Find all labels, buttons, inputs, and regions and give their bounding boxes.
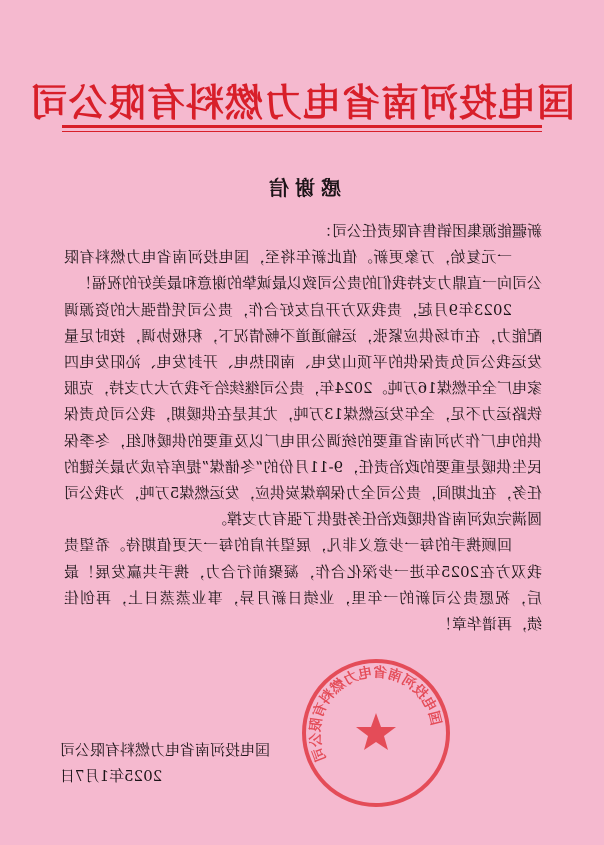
letterhead-title: 国电投河南省电力燃料有限公司: [29, 81, 576, 125]
signature-block: [60, 737, 270, 789]
paragraph-closing: 回顾携手的每一步意义非凡，展望并肩的每一天更值期待。希望贵我双方在2025年进一步深化合作，凝聚前行合力，携手共赢发展！最后，祝愿贵公司新的一年里，业绩日新月异，事业蒸蒸日上，再创佳绩，再谱华章！: [64, 536, 542, 634]
letterhead-rule-thin: [62, 131, 542, 132]
letter-body: [64, 218, 542, 637]
salutation: 新疆能源集团销售有限责任公司：: [316, 222, 542, 240]
paragraph-cooperation: 2023年9月起，贵我双方开启友好合作，贵公司凭借强大的资源调配能力，在市场供应紧张，运输通道不畅情况下，积极协调，按时足量发运我公司负责保供的平顶山发电、南阳热电、开封发电、沁阳发电四家电厂全年燃煤16万吨。2024年，贵公司继续给予我方大力支持，克服铁路运力不足，全年发运燃煤13万吨，尤其是在供暖期，我公司负责保供的电厂作为河南省重要的统调公用电厂以及重要的供暖机组，冬季保民生供暖是重要的政治责任，9-11月份的“冬储煤”提库存成为最关键的任务，在此期间，贵公司全力保障煤炭供应，发运燃煤5万吨，为我公司圆满完成河南省供暖政治任务提供了强有力支撑。: [64, 300, 542, 529]
letterhead-rule-thick: [62, 125, 542, 128]
company-seal-stamp: [298, 655, 454, 811]
paragraph-greeting: 一元复始，万象更新。值此新年将至，国电投河南省电力燃料有限公司向一直鼎力支持我们的贵公司致以最诚挚的谢意和最美好的祝福！: [64, 248, 542, 293]
signature-company: 国电投河南省电力燃料有限公司: [60, 741, 271, 759]
letter-title: 感谢信: [263, 176, 341, 200]
stamp-star-icon: [356, 713, 396, 750]
signature-date: 2025年1月7日: [60, 767, 163, 785]
stamp-ring-text: 国电投河南省电力燃料有限公司: [307, 664, 444, 764]
